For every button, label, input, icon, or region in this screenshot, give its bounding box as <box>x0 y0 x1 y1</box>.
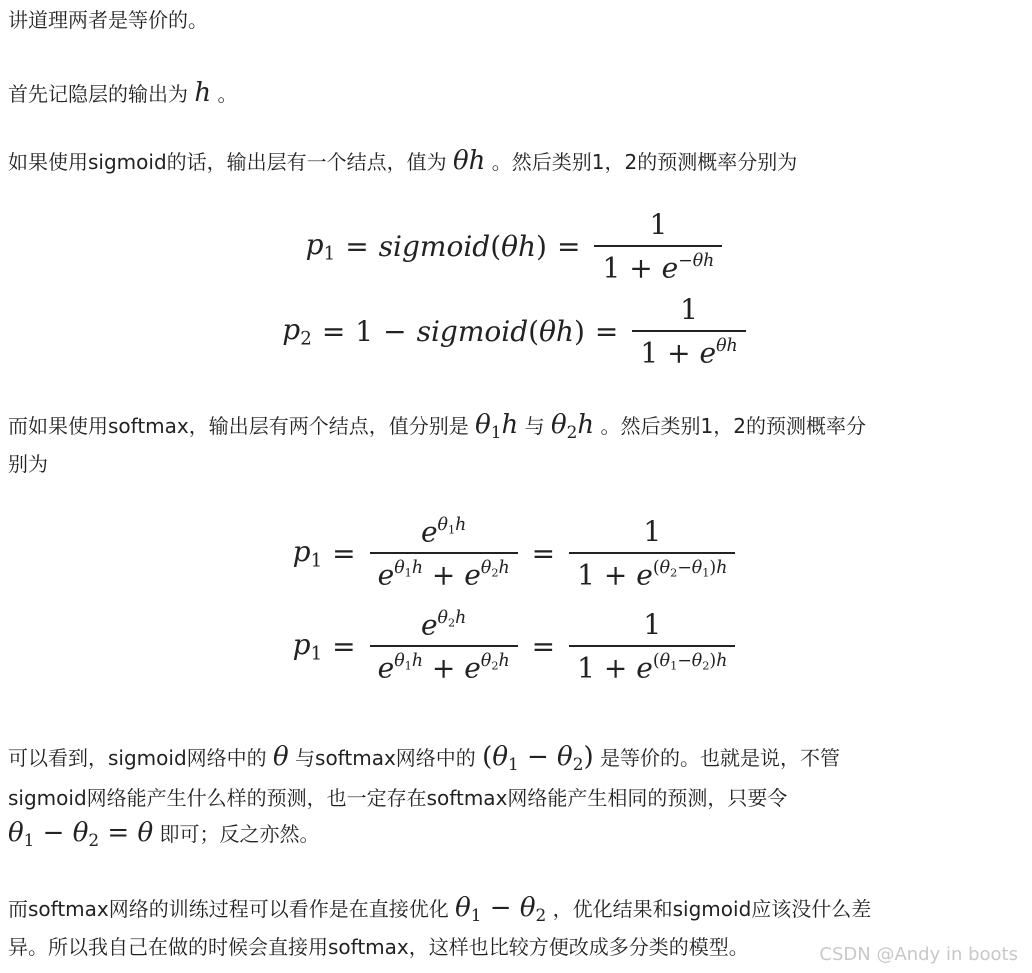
paragraph-equivalence-cont <box>8 786 787 810</box>
paragraph-sigmoid <box>8 146 797 177</box>
text: 别为 <box>8 452 48 476</box>
paragraph-softmax-cont <box>8 452 48 476</box>
math-theta: θ <box>273 742 289 772</box>
equation-softmax-p2: $p_1$ = $\frac{e^{\theta_2h}}{e^{\theta_1h} + e^{\theta_2h}}$ = $\frac{1}{1 + e^{(\theta_1-\theta_2)h}}$ <box>0 608 1032 685</box>
text: ，优化结果和sigmoid应该没什么差 <box>552 897 872 921</box>
text: 即可；反之亦然。 <box>159 822 320 846</box>
text: 异。所以我自己在做的时候会直接用softmax，这样也比较方便改成多分类的模型。 <box>8 935 749 959</box>
text: 而softmax网络的训练过程可以看作是在直接优化 <box>8 897 449 921</box>
text: 是等价的。也就是说，不管 <box>599 746 840 770</box>
math-theta-diff-equals: $\theta_1 - \theta_2 = \theta$ <box>8 818 154 851</box>
text: 可以看到，sigmoid网络中的 <box>8 746 267 770</box>
paragraph-hidden-output <box>8 78 237 109</box>
text: 。然后类别1，2的预测概率分别为 <box>491 150 798 174</box>
text: 。 <box>217 82 238 106</box>
math-theta1-h: $\theta_1h$ <box>475 410 519 443</box>
paragraph-intro <box>8 8 208 32</box>
text: 。然后类别1，2的预测概率分 <box>600 414 866 438</box>
paragraph-equivalence-cont2 <box>8 818 319 850</box>
paragraph-training-cont <box>8 935 749 959</box>
text: 如果使用sigmoid的话，输出层有一个结点，值为 <box>8 150 447 174</box>
math-theta-h: θh <box>453 146 486 176</box>
text: sigmoid网络能产生什么样的预测，也一定存在softmax网络能产生相同的预测，只要令 <box>8 786 788 810</box>
math-theta1-minus-theta2: $(\theta_1 - \theta_2)$ <box>482 742 594 775</box>
text: 与 <box>524 414 545 438</box>
paragraph-training <box>8 893 871 925</box>
equation-sigmoid-p2: $p_2$ = 1 − sigmoid(θh) = $\frac{1}{1 + e^{\theta h}}$ <box>0 293 1032 369</box>
math-theta2-h: $\theta_2h$ <box>551 410 595 443</box>
text: 首先记隐层的输出为 <box>8 82 188 106</box>
math-theta1-minus-theta2-2: $\theta_1 - \theta_2$ <box>455 893 547 926</box>
watermark: CSDN @Andy in boots <box>819 944 1018 965</box>
paragraph-equivalence <box>8 742 840 774</box>
paragraph-softmax <box>8 410 866 442</box>
text: 与softmax网络中的 <box>295 746 476 770</box>
math-h: h <box>194 78 212 108</box>
text: 讲道理两者是等价的。 <box>8 8 208 32</box>
equation-softmax-p1: $p_1$ = $\frac{e^{\theta_1h}}{e^{\theta_1h} + e^{\theta_2h}}$ = $\frac{1}{1 + e^{(\theta_2-\theta_1)h}}$ <box>0 515 1032 592</box>
text: 而如果使用softmax，输出层有两个结点，值分别是 <box>8 414 469 438</box>
equation-sigmoid-p1: $p_1$ = sigmoid(θh) = $\frac{1}{1 + e^{-\theta h}}$ <box>0 208 1032 284</box>
